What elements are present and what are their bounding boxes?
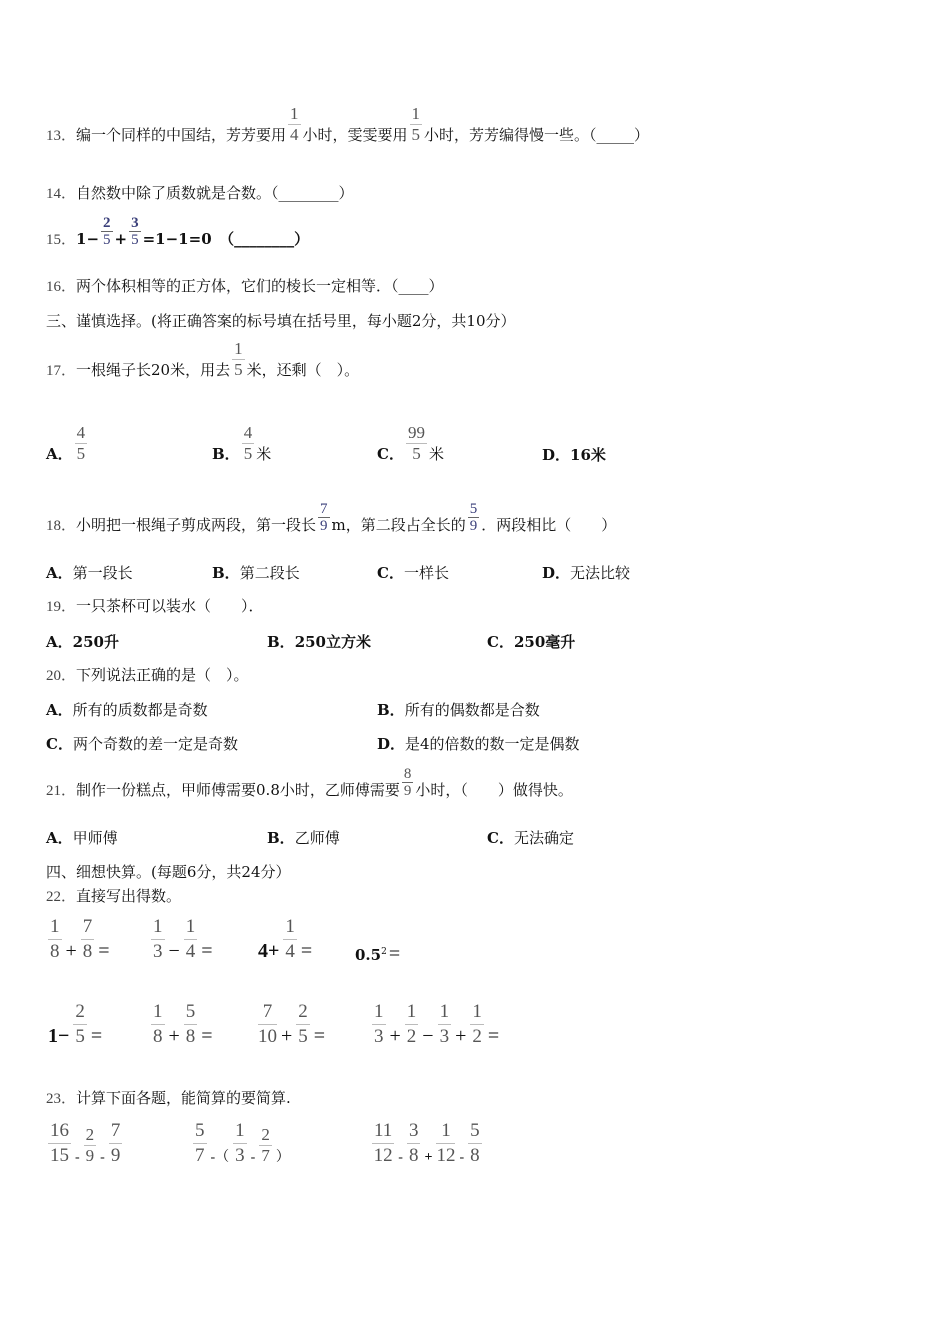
expression: [256, 1000, 327, 1049]
section-4-heading: 四、细想快算。(每题6分，共24分）: [46, 863, 291, 881]
option-text: 250立方米: [294, 633, 371, 651]
operator: -: [100, 1150, 105, 1165]
denominator: 5: [243, 444, 253, 463]
numerator: 2: [261, 1125, 270, 1144]
option-text: 第二段长: [239, 564, 300, 582]
operator: −: [168, 940, 180, 962]
fraction: [84, 1125, 97, 1166]
numerator: 2: [296, 1000, 310, 1025]
numerator: 1: [411, 104, 421, 123]
option-label: C．: [487, 633, 514, 651]
denominator: 9: [403, 783, 412, 799]
fraction: [259, 1125, 272, 1166]
option-c[interactable]: [377, 564, 449, 582]
question-19: [46, 597, 264, 616]
numerator: 3: [407, 1119, 421, 1144]
numerator: 3: [131, 215, 139, 231]
question-22: [46, 887, 181, 906]
fraction: [73, 1000, 87, 1049]
denominator: 9: [85, 1146, 95, 1165]
option-b[interactable]: [212, 423, 271, 464]
expression: [370, 1000, 501, 1049]
option-c[interactable]: [487, 633, 575, 651]
option-text: 甲师傅: [72, 829, 118, 847]
question-text: 自然数中除了质数就是合数。（________）: [76, 184, 354, 202]
fraction: [296, 1000, 310, 1049]
numerator: 1: [184, 915, 198, 940]
fraction: [318, 501, 330, 534]
option-b[interactable]: [377, 701, 540, 719]
option-text: 两个奇数的差一定是奇数: [72, 735, 238, 753]
question-number: 18．: [46, 518, 77, 534]
question-number: 20．: [46, 668, 77, 684]
denominator: 4: [290, 125, 299, 144]
operator: +: [281, 1025, 293, 1047]
denominator: 8: [153, 1026, 163, 1047]
denominator: 3: [153, 941, 163, 962]
option-label: C．: [46, 735, 73, 753]
question-number: 14．: [46, 186, 77, 202]
fraction: [184, 915, 198, 964]
numerator: 2: [73, 1000, 87, 1025]
fraction: [48, 1119, 71, 1168]
numerator: 99: [407, 423, 425, 442]
option-d[interactable]: [542, 446, 606, 464]
denominator: 4: [185, 941, 196, 962]
option-b[interactable]: [267, 633, 371, 651]
option-b[interactable]: [267, 829, 340, 847]
question-text: 一只茶杯可以装水（ ）．: [76, 597, 264, 615]
option-text: 16米: [570, 446, 606, 464]
fraction: [151, 915, 165, 964]
question-number: 19．: [46, 599, 77, 615]
denominator: 5: [75, 1026, 85, 1047]
numerator: 1: [283, 915, 297, 940]
denominator: 8: [185, 1026, 196, 1047]
question-17: [46, 339, 359, 380]
option-a[interactable]: [46, 701, 208, 719]
expression: [149, 915, 215, 964]
denominator: 4: [285, 941, 295, 962]
option-label: C．: [377, 445, 404, 463]
fraction: [232, 339, 245, 380]
question-number: 23．: [46, 1091, 77, 1107]
fraction: [402, 766, 414, 799]
denominator: 7: [195, 1145, 205, 1166]
numerator: 7: [109, 1119, 123, 1144]
fraction: [438, 1000, 452, 1049]
option-text: 乙师傅: [294, 829, 340, 847]
option-c[interactable]: [487, 829, 574, 847]
numerator: 2: [85, 1125, 95, 1144]
denominator: 3: [235, 1145, 245, 1166]
option-text: 250毫升: [513, 633, 576, 651]
fraction: [75, 423, 88, 464]
option-label: C．: [377, 564, 404, 582]
denominator: 9: [110, 1145, 121, 1166]
question-text: ．两段相比（ ）: [481, 516, 617, 534]
question-13: [46, 104, 649, 145]
question-text: 小明把一根绳子剪成两段，第一段长: [76, 516, 317, 534]
option-label: A．: [46, 701, 73, 719]
fraction: [48, 915, 62, 964]
question-23: [46, 1089, 291, 1108]
question-text: 编一个同样的中国结，芳芳要用: [76, 126, 287, 144]
question-text: 两个体积相等的正方体，它们的棱长一定相等．（____）: [76, 277, 444, 295]
fraction: [233, 1119, 247, 1168]
numerator: 16: [48, 1119, 71, 1144]
question-text: 下列说法正确的是（ ）。: [76, 666, 249, 684]
question-number: 15．: [46, 232, 77, 248]
question-text: 米，还剩（ ）。: [246, 361, 360, 379]
denominator: 8: [82, 941, 93, 962]
denominator: 9: [320, 518, 328, 534]
numerator: 1: [290, 104, 299, 123]
question-text: m，第二段占全长的: [331, 516, 466, 534]
operator: +: [114, 230, 128, 248]
numerator: 4: [243, 423, 253, 442]
fraction: [193, 1119, 207, 1168]
operator: +: [455, 1025, 467, 1047]
denominator: 5: [103, 232, 111, 248]
denominator: 2: [406, 1026, 417, 1047]
question-number: 13．: [46, 128, 77, 144]
base: 0.5: [355, 946, 382, 964]
equals: =: [201, 1025, 213, 1047]
numerator: 4: [76, 423, 86, 442]
question-text: 小时，（ ）做得快。: [415, 781, 573, 799]
expression: [46, 915, 112, 964]
option-text: 所有的质数都是奇数: [72, 701, 208, 719]
option-label: A．: [46, 829, 73, 847]
option-label: A．: [46, 633, 73, 651]
operator: +: [168, 1025, 180, 1047]
option-label: C．: [487, 829, 514, 847]
denominator: 2: [472, 1026, 482, 1047]
option-label: B．: [212, 445, 240, 463]
option-label: B．: [212, 564, 240, 582]
question-14: [46, 184, 354, 203]
section-3-heading: 三、谨慎选择。(将正确答案的标号填在括号里，每小题2分，共10分）: [46, 312, 516, 330]
option-a[interactable]: [46, 633, 119, 651]
numerator: 1: [372, 1000, 386, 1025]
option-label: B．: [377, 701, 405, 719]
fraction: [81, 915, 95, 964]
numerator: 8: [403, 766, 412, 782]
option-text: 无法确定: [513, 829, 574, 847]
operator: −: [422, 1025, 434, 1047]
fraction: [406, 423, 427, 464]
option-d[interactable]: [377, 735, 580, 753]
question-text: 一根绳子长20米，用去: [76, 361, 231, 379]
fraction: [470, 1000, 484, 1049]
option-a[interactable]: [46, 564, 133, 582]
equals: =: [201, 940, 213, 962]
question-number: 22．: [46, 889, 77, 905]
question-text: 制作一份糕点，甲师傅需要0.8小时，乙师傅需要: [76, 781, 400, 799]
option-label: B．: [267, 829, 295, 847]
denominator: 7: [261, 1146, 270, 1165]
question-text: 1−: [76, 230, 100, 248]
numerator: 1: [233, 1119, 247, 1144]
option-label: D．: [377, 735, 406, 753]
option-label: A．: [46, 564, 73, 582]
option-b[interactable]: [212, 564, 300, 582]
option-label: D．: [542, 564, 571, 582]
question-text: 小时，雯雯要用: [302, 126, 408, 144]
numerator: 7: [258, 1000, 277, 1025]
expression: [355, 943, 402, 964]
fraction: [468, 1119, 482, 1168]
question-text: =1−1=0 （________）: [142, 230, 310, 248]
fraction: [109, 1119, 123, 1168]
operator: +: [389, 1025, 401, 1047]
question-20: [46, 666, 249, 685]
option-text: 是4的倍数的数一定是偶数: [405, 735, 580, 753]
option-text: 一样长: [403, 564, 449, 582]
option-text: 无法比较: [570, 564, 631, 582]
numerator: 11: [372, 1119, 394, 1144]
operator: -: [398, 1150, 403, 1165]
fraction: [184, 1000, 198, 1049]
denominator: 12: [436, 1145, 456, 1166]
denominator: 5: [76, 444, 86, 463]
option-text: 250升: [72, 633, 119, 651]
denominator: 5: [411, 125, 421, 144]
fraction: [258, 1000, 277, 1049]
question-number: 21．: [46, 783, 77, 799]
denominator: 3: [439, 1026, 450, 1047]
operator: -: [250, 1150, 256, 1165]
question-number: 17．: [46, 363, 77, 379]
numerator: 2: [103, 215, 111, 231]
denominator: 8: [50, 941, 60, 962]
denominator: 15: [50, 1145, 69, 1166]
question-number: 16．: [46, 279, 77, 295]
numerator: 5: [193, 1119, 207, 1144]
operator: -（: [210, 1150, 230, 1165]
fraction: [372, 1119, 394, 1168]
denominator: 9: [469, 518, 478, 534]
question-text: 直接写出得数。: [76, 887, 182, 905]
equals: =: [313, 1025, 326, 1047]
option-d[interactable]: [542, 564, 630, 582]
denominator: 5: [131, 232, 139, 248]
expression: [191, 1119, 292, 1168]
denominator: 8: [470, 1145, 480, 1166]
operator: -: [459, 1150, 465, 1165]
expression: [370, 1119, 484, 1168]
question-16: [46, 277, 444, 296]
numerator: 5: [468, 1119, 482, 1144]
numerator: 1: [151, 915, 165, 940]
option-a[interactable]: [46, 829, 118, 847]
equals: =: [90, 1025, 103, 1047]
fraction: [151, 1000, 165, 1049]
numerator: 1: [405, 1000, 419, 1025]
expression: [256, 915, 314, 964]
numerator: 7: [81, 915, 95, 940]
option-c[interactable]: [46, 735, 238, 753]
operator: -: [75, 1150, 80, 1165]
operator: 1−: [48, 1025, 70, 1047]
option-c[interactable]: [377, 423, 444, 464]
numerator: 1: [436, 1119, 455, 1144]
numerator: 5: [469, 501, 478, 517]
fraction: [372, 1000, 386, 1049]
numerator: 5: [184, 1000, 198, 1025]
denominator: 3: [374, 1026, 384, 1047]
numerator: 1: [234, 339, 243, 358]
fraction: [407, 1119, 421, 1168]
operator: ）: [275, 1150, 290, 1165]
question-text: 小时，芳芳编得慢一些。（_____）: [424, 126, 650, 144]
fraction: [101, 215, 113, 248]
denominator: 8: [408, 1145, 419, 1166]
fraction: [405, 1000, 419, 1049]
exponent: 2: [381, 947, 387, 957]
unit: 米: [256, 445, 272, 463]
expression: [46, 1000, 104, 1049]
question-21: [46, 766, 573, 800]
option-text: 第一段长: [72, 564, 133, 582]
fraction: [410, 104, 423, 145]
option-label: D．: [542, 446, 571, 464]
question-15: [46, 215, 309, 249]
fraction: [283, 915, 297, 964]
unit: 米: [428, 445, 444, 463]
option-label: A．: [46, 445, 73, 463]
option-a[interactable]: [46, 423, 89, 464]
denominator: 12: [373, 1145, 393, 1166]
equals: =: [487, 1025, 500, 1047]
denominator: 5: [412, 444, 421, 463]
fraction: [468, 501, 480, 534]
numerator: 1: [151, 1000, 165, 1025]
operator: +: [65, 940, 77, 962]
denominator: 10: [258, 1026, 277, 1047]
denominator: 5: [298, 1026, 308, 1047]
fraction: [129, 215, 141, 248]
numerator: 1: [438, 1000, 452, 1025]
denominator: 5: [234, 360, 243, 379]
question-18: [46, 501, 616, 535]
numerator: 1: [48, 915, 62, 940]
numerator: 7: [320, 501, 328, 517]
fraction: [288, 104, 301, 145]
option-label: B．: [267, 633, 295, 651]
expression: [149, 1000, 215, 1049]
equals: =: [300, 940, 313, 962]
fraction: [436, 1119, 455, 1168]
numerator: 1: [470, 1000, 484, 1025]
operator: +: [424, 1150, 433, 1165]
equals: =: [388, 943, 401, 965]
fraction: [242, 423, 255, 464]
question-text: 计算下面各题，能简算的要简算.: [76, 1089, 291, 1107]
equals: =: [98, 940, 110, 962]
option-text: 所有的偶数都是合数: [404, 701, 540, 719]
expression: [46, 1119, 124, 1168]
operator: 4+: [258, 940, 280, 962]
